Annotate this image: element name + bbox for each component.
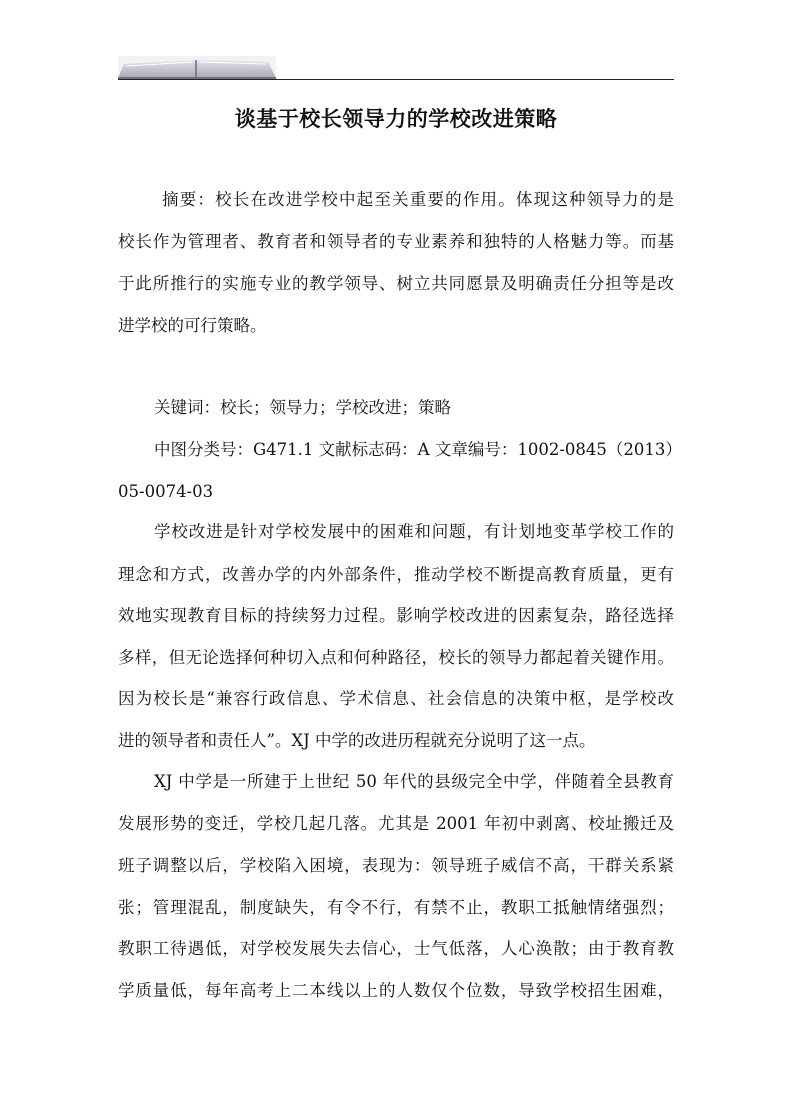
paragraph1-line-5: 因为校长是“兼容行政信息、学术信息、社会信息的决策中枢，是学校改 (118, 689, 674, 708)
paragraph2-line-4: 张；管理混乱，制度缺失，有令不行，有禁不止，教职工抵触情绪强烈； (118, 898, 674, 917)
paragraph2-line-1: XJ 中学是一所建于上世纪 50 年代的县级完全中学，伴随着全县教育 (154, 772, 674, 791)
abstract-line-3: 于此所推行的实施专业的教学领导、树立共同愿景及明确责任分担等是改 (118, 274, 674, 293)
header-rule (118, 79, 674, 80)
keywords-line: 关键词：校长；领导力；学校改进；策略 (154, 398, 451, 417)
paragraph1-line-6: 进的领导者和责任人”。XJ 中学的改进历程就充分说明了这一点。 (118, 731, 596, 750)
paragraph1-line-1: 学校改进是针对学校发展中的困难和问题，有计划地变革学校工作的 (154, 522, 674, 541)
header-book-image (118, 56, 276, 80)
abstract-line-4: 进学校的可行策略。 (118, 316, 267, 335)
paragraph2-line-6: 学质量低，每年高考上二本线以上的人数仅个位数，导致学校招生困难， (118, 981, 674, 1000)
abstract-line-2: 校长作为管理者、教育者和领导者的专业素养和独特的人格魅力等。而基 (118, 232, 674, 251)
paragraph2-line-5: 教职工待遇低，对学校发展失去信心，士气低落，人心涣散；由于教育教 (118, 939, 674, 958)
paragraph1-line-4: 多样，但无论选择何种切入点和何种路径，校长的领导力都起着关键作用。 (118, 648, 674, 667)
paragraph1-line-2: 理念和方式，改善办学的内外部条件，推动学校不断提高教育质量，更有 (118, 565, 674, 584)
paragraph2-line-3: 班子调整以后，学校陷入困境，表现为：领导班子威信不高，干群关系紧 (118, 856, 674, 875)
paragraph2-line-2: 发展形势的变迁，学校几起几落。尤其是 2001 年初中剥离、校址搬迁及 (118, 814, 674, 833)
document-title: 谈基于校长领导力的学校改进策略 (234, 107, 558, 131)
classification-line-1: 中图分类号：G471.1 文献标志码：A 文章编号：1002-0845（2013） (154, 440, 682, 459)
paragraph1-line-3: 效地实现教育目标的持续努力过程。影响学校改进的因素复杂，路径选择 (118, 606, 674, 625)
abstract-line-1: 摘要：校长在改进学校中起至关重要的作用。体现这种领导力的是 (162, 190, 674, 209)
classification-line-2: 05-0074-03 (118, 482, 214, 501)
